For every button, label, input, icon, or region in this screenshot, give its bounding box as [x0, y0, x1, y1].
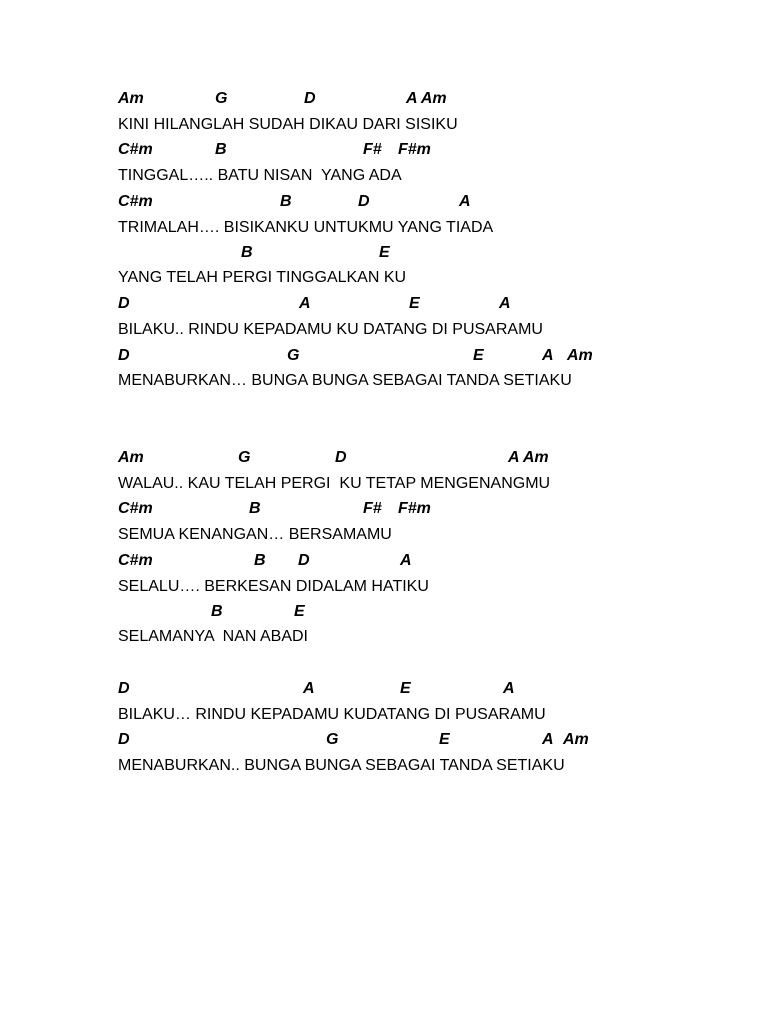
chord-line	[0, 679, 768, 699]
chord: E	[409, 295, 420, 312]
chord: F#m	[398, 500, 431, 517]
lyric-line: BILAKU.. RINDU KEPADAMU KU DATANG DI PUSARAMU	[118, 321, 543, 338]
chord: A	[299, 295, 311, 312]
chord-line	[0, 346, 768, 366]
chord: Am	[118, 449, 144, 466]
chord-line	[0, 602, 768, 622]
chord: G	[238, 449, 251, 466]
lyric-line: SEMUA KENANGAN… BERSAMAMU	[118, 526, 392, 543]
chord: A	[459, 193, 471, 210]
chord: A	[400, 552, 412, 569]
chord: D	[118, 731, 130, 748]
lyric-line: TINGGAL….. BATU NISAN YANG ADA	[118, 167, 402, 184]
chord: C#m	[118, 552, 153, 569]
chord: Am	[567, 347, 593, 364]
chord: B	[280, 193, 292, 210]
chord-line	[0, 499, 768, 519]
chord: A Am	[508, 449, 549, 466]
chord: F#m	[398, 141, 431, 158]
chord: G	[287, 347, 300, 364]
chord-line	[0, 294, 768, 314]
chord: D	[118, 347, 130, 364]
chord: C#m	[118, 500, 153, 517]
chord: D	[304, 90, 316, 107]
chord-line	[0, 243, 768, 263]
chord: A	[542, 731, 554, 748]
chord-line	[0, 448, 768, 468]
chord: E	[473, 347, 484, 364]
chord-line	[0, 551, 768, 571]
chord: E	[400, 680, 411, 697]
chord: C#m	[118, 193, 153, 210]
chord: A	[542, 347, 554, 364]
lyric-line: WALAU.. KAU TELAH PERGI KU TETAP MENGENANGMU	[118, 475, 551, 492]
chord: D	[335, 449, 347, 466]
chord: F#	[363, 141, 382, 158]
chord: B	[215, 141, 227, 158]
lyric-line: MENABURKAN… BUNGA BUNGA SEBAGAI TANDA SETIAKU	[118, 372, 572, 389]
chord-line	[0, 192, 768, 212]
chord: D	[118, 680, 130, 697]
lyric-line: SELALU…. BERKESAN DIDALAM HATIKU	[118, 578, 429, 595]
chord: D	[358, 193, 370, 210]
chord: C#m	[118, 141, 153, 158]
lyric-line: BILAKU… RINDU KEPADAMU KUDATANG DI PUSARAMU	[118, 706, 546, 723]
chord: E	[294, 603, 305, 620]
chord: A Am	[406, 90, 447, 107]
chord: B	[254, 552, 266, 569]
chord-line	[0, 140, 768, 160]
chord: A	[503, 680, 515, 697]
chord: E	[439, 731, 450, 748]
chord: D	[118, 295, 130, 312]
lyric-line: KINI HILANGLAH SUDAH DIKAU DARI SISIKU	[118, 116, 458, 133]
chord: B	[249, 500, 261, 517]
chord: F#	[363, 500, 382, 517]
chord-line	[0, 730, 768, 750]
chord: A	[303, 680, 315, 697]
chord: E	[379, 244, 390, 261]
lyric-line: TRIMALAH…. BISIKANKU UNTUKMU YANG TIADA	[118, 219, 494, 236]
lyric-line: MENABURKAN.. BUNGA BUNGA SEBAGAI TANDA SETIAKU	[118, 757, 565, 774]
lyric-line: SELAMANYA NAN ABADI	[118, 628, 308, 645]
chord: G	[215, 90, 228, 107]
chord: Am	[563, 731, 589, 748]
chord: B	[241, 244, 253, 261]
lyric-line: YANG TELAH PERGI TINGGALKAN KU	[118, 269, 407, 286]
chord: B	[211, 603, 223, 620]
chord: A	[499, 295, 511, 312]
chord: G	[326, 731, 339, 748]
chord-line	[0, 89, 768, 109]
chord: D	[298, 552, 310, 569]
chord: Am	[118, 90, 144, 107]
